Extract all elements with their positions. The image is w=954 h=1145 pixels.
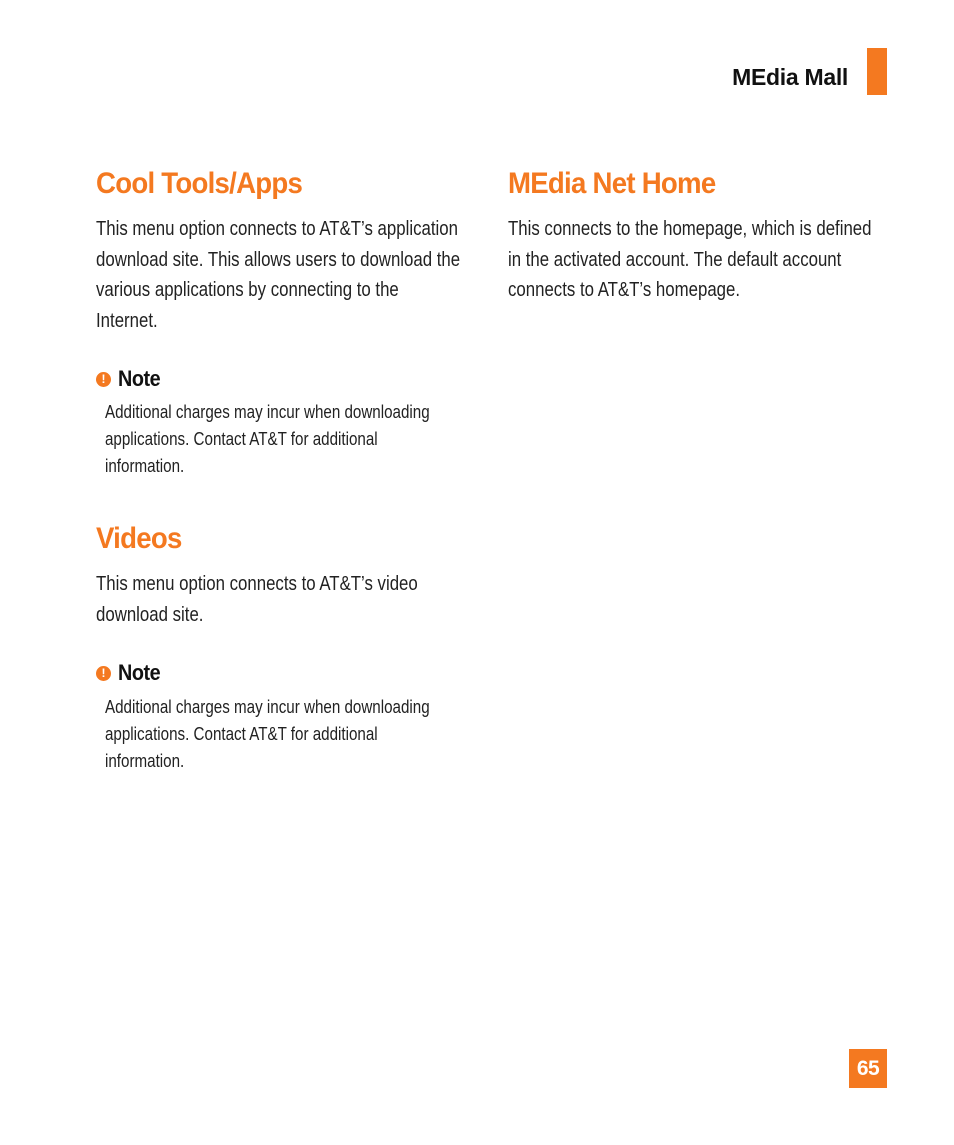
note-label: Note [118, 366, 161, 391]
note-heading [96, 660, 165, 686]
exclamation-circle-icon: ! [96, 372, 111, 387]
section-header-title: MEdia Mall [732, 64, 848, 90]
note-label: Note [118, 660, 161, 685]
exclamation-circle-icon: ! [96, 666, 111, 681]
body-media-net-home: This connects to the homepage, which is defined in the activated account. The default account connects to AT&T’s homepage. [508, 217, 872, 301]
note-text: Additional charges may incur when downloading applications. Contact AT&T for additional information. [105, 401, 430, 476]
heading-cool-tools-apps: Cool Tools/Apps [96, 167, 303, 200]
page-number: 65 [849, 1049, 887, 1088]
heading-videos: Videos [96, 522, 182, 555]
note-text: Additional charges may incur when downloading applications. Contact AT&T for additional information. [105, 696, 430, 771]
body-videos: This menu option connects to AT&T’s video download site. [96, 572, 418, 626]
heading-media-net-home: MEdia Net Home [508, 167, 716, 200]
header-accent-bar [867, 48, 887, 95]
body-cool-tools-apps: This menu option connects to AT&T’s application download site. This allows users to download the various applications by connecting to the Internet. [96, 217, 461, 332]
note-heading [96, 366, 165, 392]
